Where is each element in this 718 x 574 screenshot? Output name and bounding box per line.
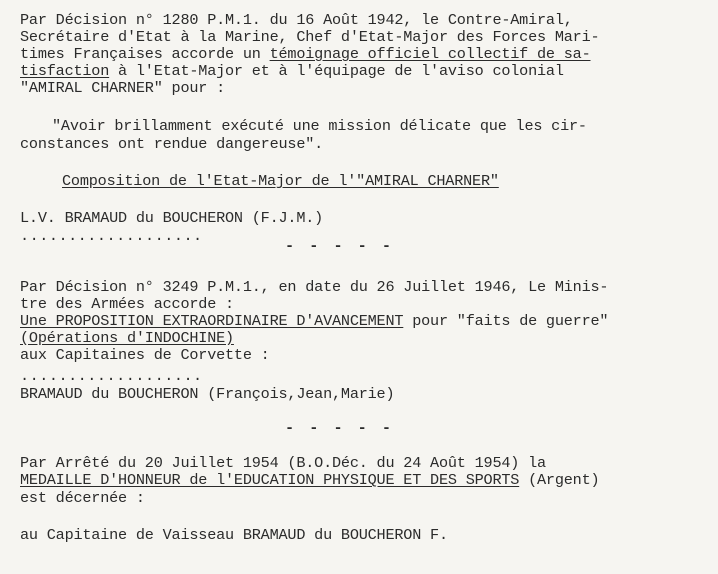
- operations-indochine: (Opérations d'INDOCHINE): [20, 329, 234, 347]
- decision-1946-line-1: Par Décision n° 3249 P.M.1., en date du 26 Juillet 1946, Le Minis-: [20, 278, 609, 296]
- decision-1942-line-3-text: times Françaises accorde un: [20, 45, 270, 63]
- underlined-temoignage: témoignage officiel collectif de sa-: [269, 45, 591, 63]
- separator-2: - - - - -: [285, 419, 395, 437]
- arrete-1954-line-2: [20, 472, 599, 489]
- etat-major-heading: Composition de l'Etat-Major de l'"AMIRAL CHARNER": [62, 172, 499, 190]
- decision-1942-line-2: Secrétaire d'Etat à la Marine, Chef d'Etat-Major des Forces Mari-: [20, 28, 600, 46]
- underlined-proposition: Une PROPOSITION EXTRAORDINAIRE D'AVANCEMENT: [20, 312, 404, 330]
- decision-1946-line-5: aux Capitaines de Corvette :: [20, 346, 270, 364]
- officer-name-1946: BRAMAUD du BOUCHERON (François,Jean,Marie): [20, 385, 395, 403]
- decision-1942-line-1: Par Décision n° 1280 P.M.1. du 16 Août 1942, le Contre-Amiral,: [20, 11, 573, 29]
- arrete-1954-line-4: au Capitaine de Vaisseau BRAMAUD du BOUCHERON F.: [20, 526, 448, 544]
- decision-1942-line-4-text: à l'Etat-Major et à l'équipage de l'aviso colonial: [109, 62, 564, 80]
- decision-1942-line-3: [20, 46, 591, 63]
- citation-line-1: "Avoir brillamment exécuté une mission délicate que les cir-: [52, 117, 587, 135]
- decision-1946-line-2: tre des Armées accorde :: [20, 295, 234, 313]
- arrete-1954-line-1: Par Arrêté du 20 Juillet 1954 (B.O.Déc. du 24 Août 1954) la: [20, 454, 546, 472]
- separator-1: - - - - -: [285, 237, 395, 255]
- arrete-1954-line-2-text: (Argent): [519, 471, 600, 489]
- arrete-1954-line-3: est décernée :: [20, 489, 145, 507]
- officer-name-1942: L.V. BRAMAUD du BOUCHERON (F.J.M.): [20, 209, 324, 227]
- decision-1946-line-3: [20, 313, 608, 330]
- citation-line-2: constances ont rendue dangereuse".: [20, 135, 324, 153]
- dotted-line-1: ...................: [20, 227, 203, 245]
- decision-1942-line-5: "AMIRAL CHARNER" pour :: [20, 79, 226, 97]
- underlined-medaille: MEDAILLE D'HONNEUR de l'EDUCATION PHYSIQUE ET DES SPORTS: [20, 471, 520, 489]
- dotted-line-2: ...................: [20, 367, 203, 385]
- decision-1942-line-4: [20, 63, 564, 80]
- decision-1946-line-3-text: pour "faits de guerre": [403, 312, 609, 330]
- underlined-satisfaction: tisfaction: [20, 62, 110, 80]
